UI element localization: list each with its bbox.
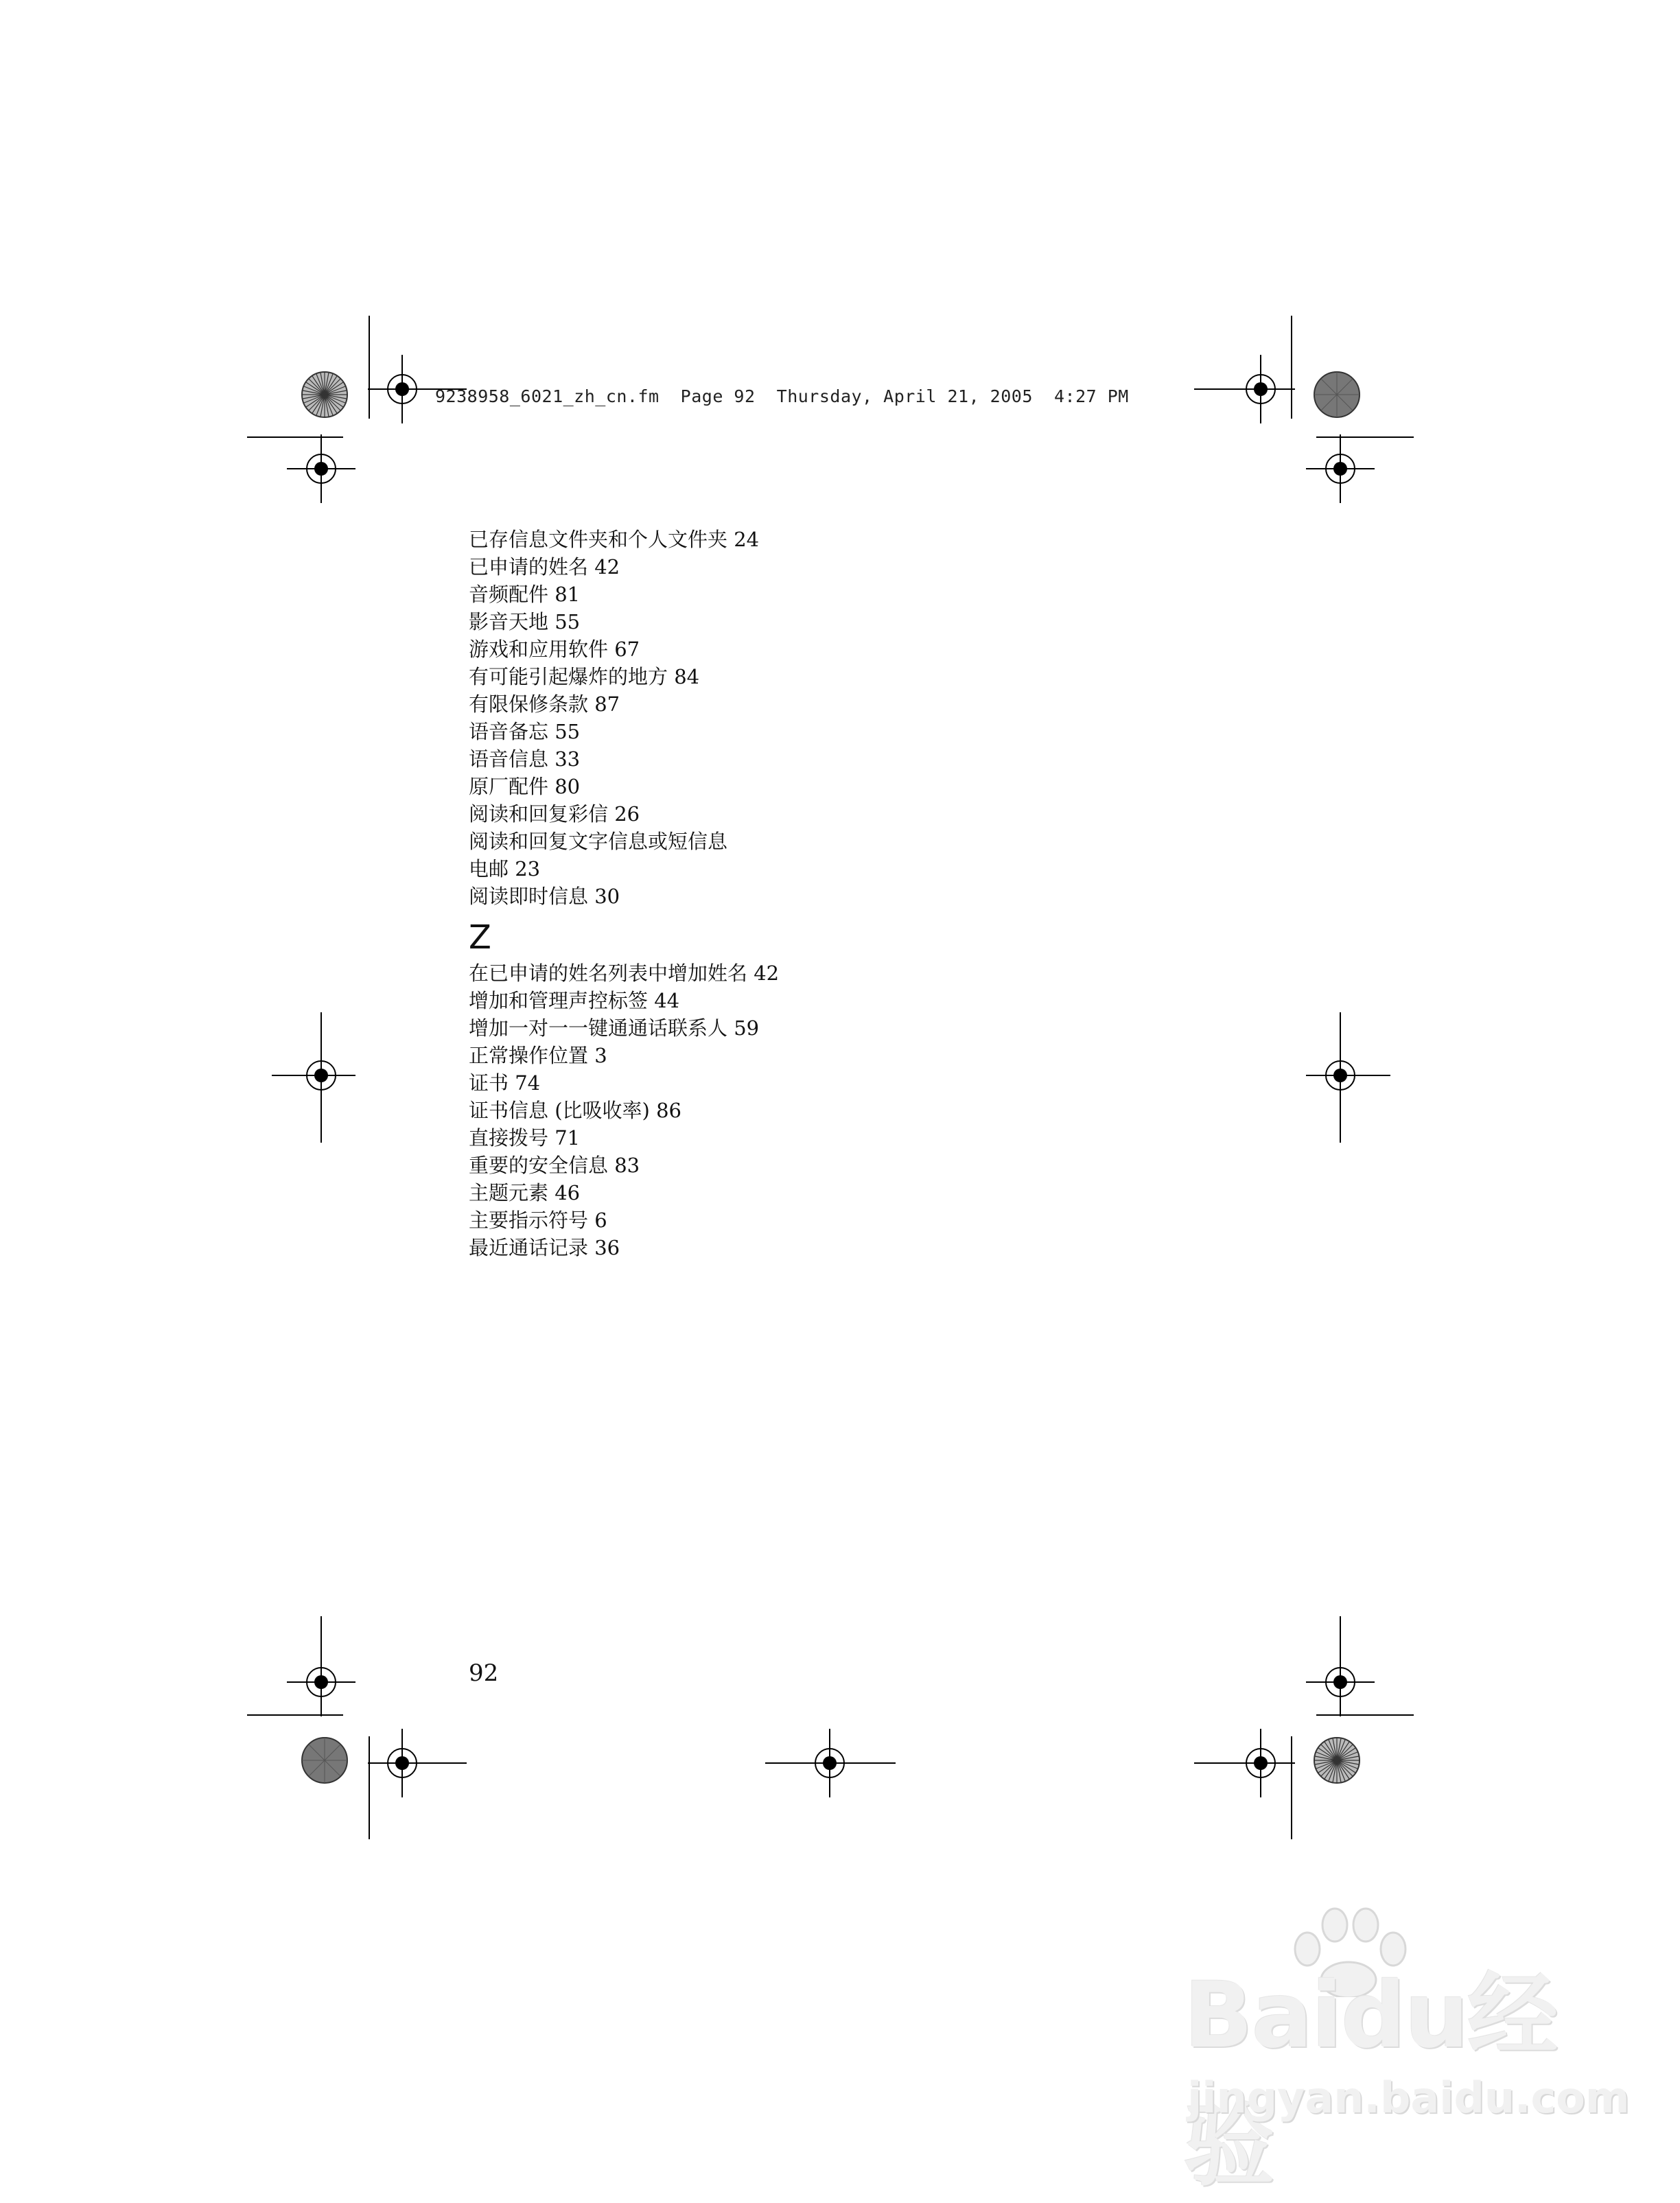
index-letter-heading: Z [469,918,491,957]
index-entry: 电邮 23 [469,857,541,881]
page-number: 92 [469,1659,499,1687]
index-entry: 已存信息文件夹和个人文件夹 24 [469,528,760,551]
index-entry: 最近通话记录 36 [469,1236,620,1259]
index-entry: 有限保修条款 87 [469,692,620,716]
index-entry: 阅读和回复彩信 26 [469,802,640,826]
index-entry: 语音备忘 55 [469,720,581,743]
watermark-logo-text: Baidu经验 [1184,1963,1557,2199]
index-entry: 阅读和回复文字信息或短信息 [469,830,728,853]
index-entry: 增加和管理声控标签 44 [469,989,680,1012]
index-entry: 游戏和应用软件 67 [469,638,640,661]
index-entry: 有可能引起爆炸的地方 84 [469,665,700,688]
index-list [469,526,1292,1261]
index-entry: 音频配件 81 [469,583,581,606]
index-entry: 主要指示符号 6 [469,1209,607,1232]
index-entry: 原厂配件 80 [469,775,581,798]
index-entry: 已申请的姓名 42 [469,555,620,579]
index-entry: 影音天地 55 [469,610,581,633]
index-entry: 直接拨号 71 [469,1126,581,1150]
watermark-url: jingyan.baidu.com [1187,2073,1630,2123]
index-entry: 重要的安全信息 83 [469,1154,640,1177]
index-entry: 正常操作位置 3 [469,1044,607,1067]
index-entry: 证书 74 [469,1071,541,1095]
print-header-line: 9238958_6021_zh_cn.fm Page 92 Thursday, April 21, 2005 4:27 PM [435,386,1129,406]
index-entry: 主题元素 46 [469,1181,581,1204]
baidu-jingyan-watermark [1184,1901,1630,2199]
index-entry: 在已申请的姓名列表中增加姓名 42 [469,961,780,985]
index-entry: 阅读即时信息 30 [469,885,620,908]
index-entry: 语音信息 33 [469,747,581,771]
index-entry: 证书信息 (比吸收率) 86 [469,1099,681,1122]
index-entry: 增加一对一一键通通话联系人 59 [469,1016,760,1040]
